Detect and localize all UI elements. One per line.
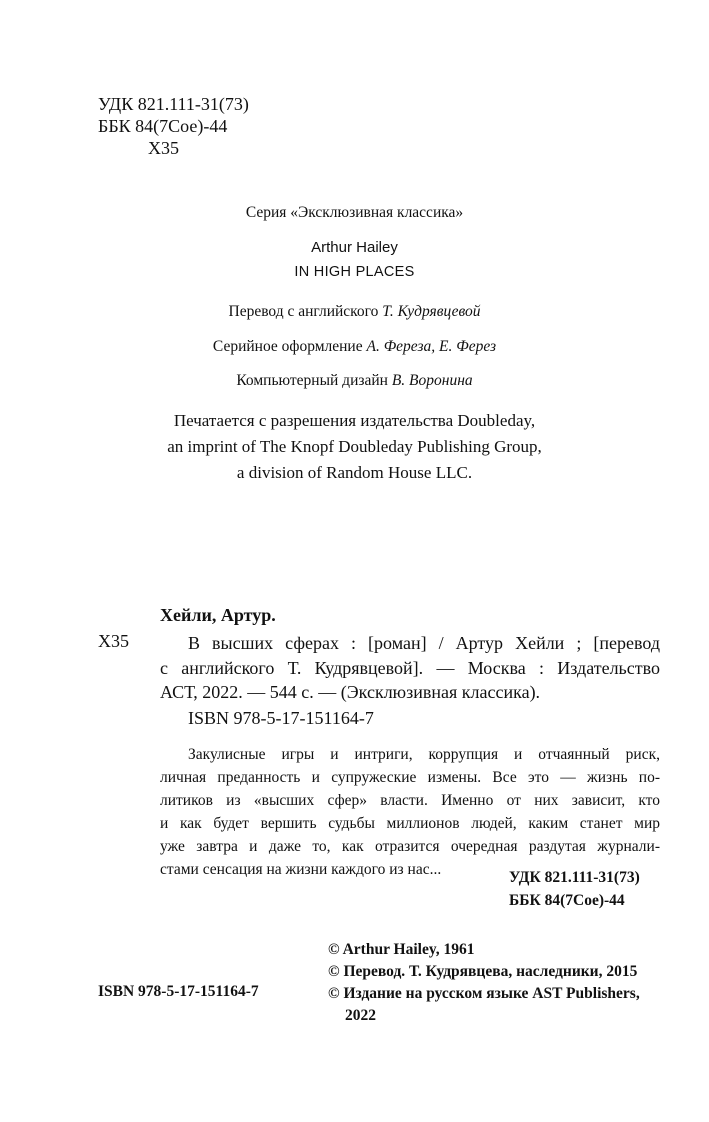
catalog-heading: Хейли, Артур. <box>160 605 276 625</box>
catalog-line: В высших сферах : [роман] / Артур Хейли ; [перевод <box>188 633 660 653</box>
translation-credit <box>0 303 709 321</box>
bbk-code: ББК 84(7Сое)-44 <box>98 116 228 136</box>
original-author: Arthur Hailey <box>311 239 398 256</box>
udk-code: УДК 821.111-31(73) <box>98 94 249 114</box>
catalog-line: АСТ, 2022. — 544 с. — (Эксклюзивная классика). <box>160 682 541 702</box>
catalog-line: с английского Т. Кудрявцевой]. — Москва : Издательство <box>160 657 660 678</box>
permission-line: an imprint of The Knopf Doubleday Publishing Group, <box>167 437 542 456</box>
catalog-isbn: ISBN 978-5-17-151164-7 <box>188 708 374 728</box>
series-line: Серия «Эксклюзивная классика» <box>245 204 464 221</box>
copyright-line: © Издание на русском языке AST Publishers, <box>328 985 640 1002</box>
copyright-block <box>328 939 640 1027</box>
copyright-line: © Arthur Hailey, 1961 <box>328 941 475 958</box>
summary-line: стами сенсация на жизни каждого из нас... <box>160 861 442 878</box>
translation-label: Перевод с английского <box>228 303 383 320</box>
bottom-udk-code: УДК 821.111-31(73) <box>509 869 640 886</box>
series-design-label: Серийное оформление <box>212 338 367 355</box>
computer-design-label: Компьютерный дизайн <box>236 372 392 389</box>
series-designer-names: А. Фереза, Е. Ферез <box>366 338 497 355</box>
permission-notice <box>0 408 709 486</box>
summary-line: и как будет вершить судьбы миллионов людей, каким станет мир <box>160 815 660 832</box>
summary-line: личная преданность и супружеские измены. Все это — жизнь по- <box>160 769 660 786</box>
summary-line: литиков из «высших сфер» власти. Именно от них зависит, кто <box>160 792 660 809</box>
copyright-line: © Перевод. Т. Кудрявцева, наследники, 2015 <box>328 963 638 980</box>
bottom-classification-codes <box>509 866 640 912</box>
bottom-isbn: ISBN 978-5-17-151164-7 <box>98 983 259 1000</box>
computer-designer-name: В. Воронина <box>391 372 473 389</box>
top-classification-codes <box>98 93 249 159</box>
permission-line: Печатается с разрешения издательства Doubleday, <box>173 411 536 430</box>
catalog-description <box>160 631 660 705</box>
original-title: IN HIGH PLACES <box>294 264 415 280</box>
series-design-credit <box>0 338 709 356</box>
translator-name: Т. Кудрявцевой <box>382 303 481 320</box>
permission-line: a division of Random House LLC. <box>236 463 473 482</box>
summary-line: уже завтра и даже то, как отразится очередная раздутая журнали- <box>160 838 660 855</box>
summary-line: Закулисные игры и интриги, коррупция и отчаянный риск, <box>188 746 660 763</box>
computer-design-credit <box>0 372 709 390</box>
author-sign: Х35 <box>148 138 179 158</box>
copyright-line: 2022 <box>345 1007 376 1024</box>
bottom-bbk-code: ББК 84(7Сое)-44 <box>509 892 625 909</box>
catalog-sign: Х35 <box>98 631 129 651</box>
